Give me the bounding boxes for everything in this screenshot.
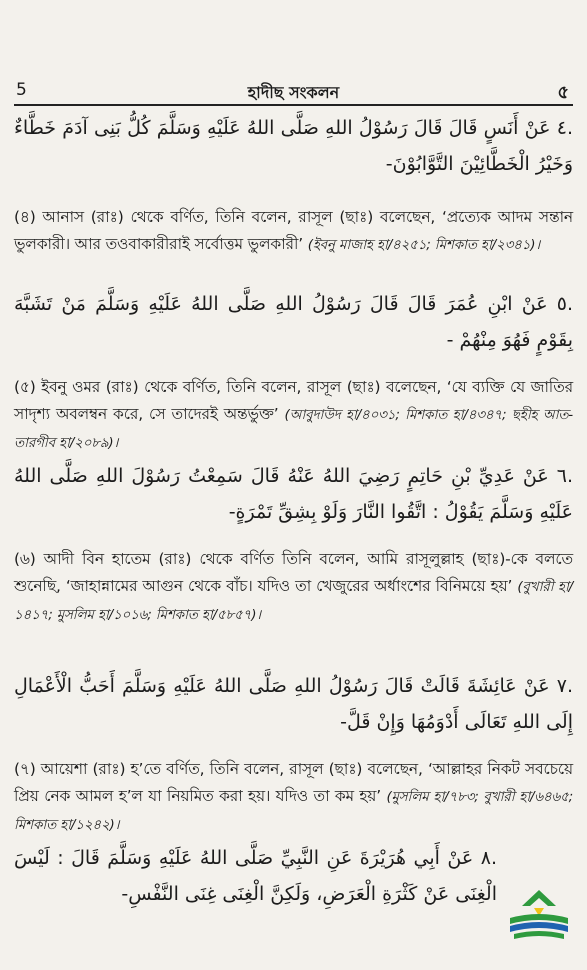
hadith-6-translation	[14, 546, 573, 629]
hadith-6-arabic: .٦ عَنْ عَدِيِّ بْنِ حَاتِمٍ رَضِيَ اللهُ عَنْهُ قَالَ سَمِعْتُ رَسُوْلَ اللهِ صَلَّى اللهُ عَلَيْهِ وَسَلَّمَ يَقُوْلُ : اتَّقُوا النَّارَ وَلَوْ بِشِقِّ تَمْرَةٍ-	[14, 465, 573, 523]
hadith-5-arabic: .٥ عَنْ ابْنِ عُمَرَ قَالَ قَالَ رَسُوْلُ اللهِ صَلَّى اللهُ عَلَيْهِ وَسَلَّمَ مَنْ تَشَبَّهَ بِقَوْمٍ فَهُوَ مِنْهُمْ -	[14, 293, 573, 351]
hadith-8-arabic: .٨ عَنْ أَبِي هُرَيْرَةَ عَنِ النَّبِيِّ صَلَّى اللهُ عَلَيْهِ وَسَلَّمَ قَالَ : لَيْسَ الْغِنَى عَنْ كَثْرَةِ الْعَرَضِ، وَلَكِنَّ الْغِنَى غِنَى النَّفْسِ-	[14, 847, 497, 905]
hadith-6-bengali: (৬) আদী বিন হাতেম (রাঃ) থেকে বর্ণিত তিনি বলেন, আমি রাসূলুল্লাহ (ছাঃ)-কে বলতে শুনেছি, ‘জাহান্নামের আগুন থেকে বাঁচ। যদিও তা খেজুরের অর্ধাংশের বিনিময়ে হয়’	[14, 550, 573, 595]
logo-book-bottom	[514, 931, 564, 939]
logo-book-middle	[510, 922, 568, 932]
hadith-5-translation	[14, 374, 573, 457]
hadith-6-reference: (বুখারী হা/১৪১৭; মুসলিম হা/১০১৬; মিশকাত হা/৫৮৫৭)।	[14, 579, 574, 623]
publisher-logo-icon	[506, 888, 572, 944]
hadith-4-bengali: (৪) আনাস (রাঃ) থেকে বর্ণিত, তিনি বলেন, রাসূল (ছাঃ) বলেছেন, ‘প্রত্যেক আদম সন্তান ভুলকারী। আর তওবাকারীরাই সর্বোত্তম ভুলকারী’	[14, 208, 573, 253]
hadith-7-arabic: .٧ عَنْ عَائِشَةَ قَالَتْ قَالَ رَسُوْلُ اللهِ صَلَّى اللهُ عَلَيْهِ وَسَلَّمَ أَحَبُّ الْأَعْمَالِ إِلَى اللهِ تَعَالَى أَدْوَمُهَا وَإِنْ قَلَّ-	[14, 675, 573, 733]
hadith-4-arabic: .٤ عَنْ أَنَسٍ قَالَ قَالَ رَسُوْلُ اللهِ صَلَّى اللهُ عَلَيْهِ وَسَلَّمَ كُلُّ بَنِى آدَمَ خَطَّاءٌ وَخَيْرُ الْخَطَّائِيْنَ التَّوَّابُوْنَ-	[14, 117, 573, 175]
book-title: হাদীছ সংকলন	[247, 83, 340, 102]
hadith-7-reference: (মুসলিম হা/৭৮৩; বুখারী হা/৬৪৬৫; মিশকাত হা/১২৪২)।	[14, 789, 573, 833]
hadith-4-reference: (ইবনু মাজাহ হা/৪২৫১; মিশকাত হা/২৩৪১)।	[307, 237, 540, 253]
page-number-right: ৫	[557, 82, 569, 103]
logo-roof	[522, 890, 556, 906]
hadith-4-translation	[14, 204, 573, 259]
page-number-left: 5	[16, 80, 27, 100]
hadith-5-bengali: (৫) ইবনু ওমর (রাঃ) থেকে বর্ণিত, তিনি বলেন, রাসূল (ছাঃ) বলেছেন, ‘যে ব্যক্তি যে জাতির সাদৃশ্য অবলম্বন করে, সে তাদেরই অন্তর্ভুক্ত’	[14, 378, 573, 423]
hadith-7-translation	[14, 756, 573, 839]
page-header	[14, 78, 573, 106]
hadith-5-reference: (আবুদাউদ হা/৪০৩১; মিশকাত হা/৪৩৪৭; ছহীহ আত-তারগীব হা/২০৮৯)।	[14, 407, 573, 451]
hadith-7-bengali: (৭) আয়েশা (রাঃ) হ’তে বর্ণিত, তিনি বলেন, রাসূল (ছাঃ) বলেছেন, ‘আল্লাহর নিকট সবচেয়ে প্রিয় নেক আমল হ’ল যা নিয়মিত করা হয়। যদিও তা কম হয়’	[14, 760, 573, 805]
